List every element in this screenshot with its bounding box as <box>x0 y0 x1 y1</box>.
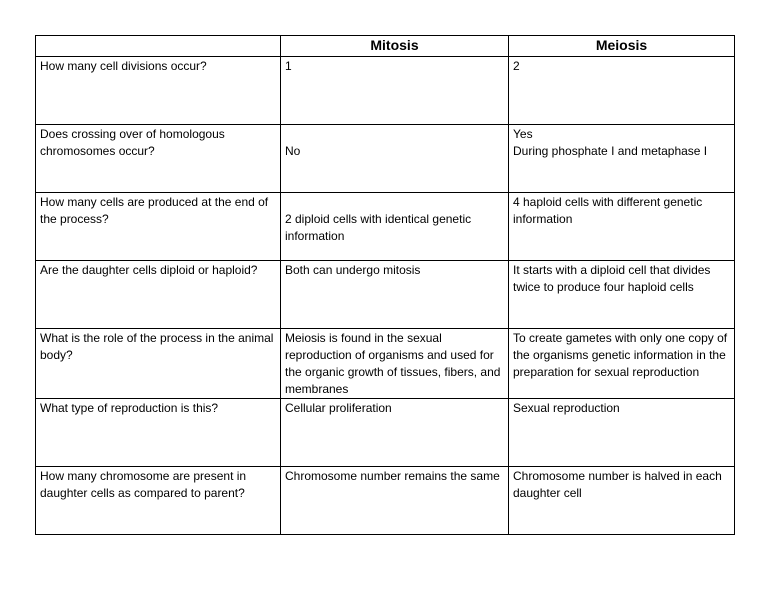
header-mitosis: Mitosis <box>281 36 509 57</box>
question-cell: How many chromosome are present in daughter cells as compared to parent? <box>36 467 281 535</box>
table-row <box>36 57 735 125</box>
meiosis-cell: 4 haploid cells with different genetic information <box>509 193 735 261</box>
table-row <box>36 193 735 261</box>
meiosis-cell: It starts with a diploid cell that divides twice to produce four haploid cells <box>509 261 735 329</box>
header-question <box>36 36 281 57</box>
mitosis-cell-text: 2 diploid cells with identical genetic information <box>285 212 472 243</box>
meiosis-cell <box>509 125 735 193</box>
table-row <box>36 467 735 535</box>
table-row <box>36 261 735 329</box>
mitosis-cell: Cellular proliferation <box>281 399 509 467</box>
question-cell: How many cells are produced at the end of the process? <box>36 193 281 261</box>
mitosis-cell: 1 <box>281 57 509 125</box>
meiosis-cell-line: Yes <box>513 127 533 141</box>
question-cell: Are the daughter cells diploid or haploid? <box>36 261 281 329</box>
comparison-table <box>35 35 735 535</box>
meiosis-cell: To create gametes with only one copy of the organisms genetic information in the preparation for sexual reproduction <box>509 329 735 399</box>
mitosis-cell: Chromosome number remains the same <box>281 467 509 535</box>
question-cell: What type of reproduction is this? <box>36 399 281 467</box>
meiosis-cell: Sexual reproduction <box>509 399 735 467</box>
mitosis-cell: Both can undergo mitosis <box>281 261 509 329</box>
meiosis-cell: 2 <box>509 57 735 125</box>
mitosis-cell <box>281 125 509 193</box>
header-meiosis: Meiosis <box>509 36 735 57</box>
mitosis-cell: Meiosis is found in the sexual reproduction of organisms and used for the organic growth of tissues, fibers, and membranes <box>281 329 509 399</box>
question-cell: Does crossing over of homologous chromosomes occur? <box>36 125 281 193</box>
mitosis-cell <box>281 193 509 261</box>
header-row <box>36 36 735 57</box>
table-row <box>36 329 735 399</box>
meiosis-cell: Chromosome number is halved in each daughter cell <box>509 467 735 535</box>
table-row <box>36 125 735 193</box>
meiosis-cell-line: During phosphate I and metaphase I <box>513 144 708 158</box>
mitosis-cell-text: No <box>285 144 301 158</box>
question-cell: What is the role of the process in the animal body? <box>36 329 281 399</box>
question-cell: How many cell divisions occur? <box>36 57 281 125</box>
table-row <box>36 399 735 467</box>
